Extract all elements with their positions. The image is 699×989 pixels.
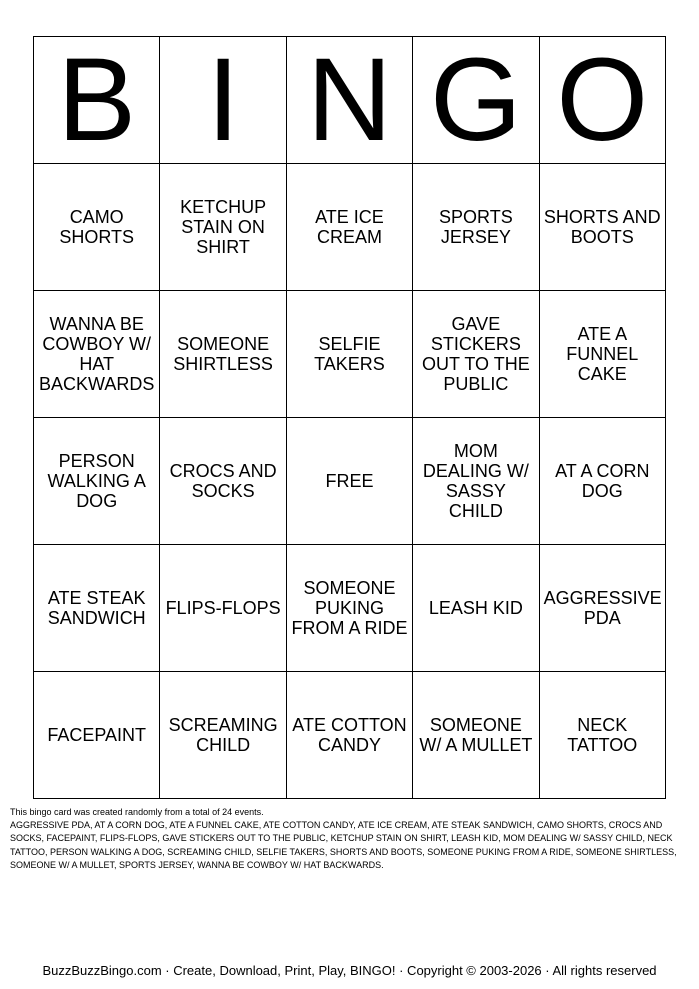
bingo-cell: ATE STEAK SANDWICH	[34, 545, 160, 672]
card-info-intro: This bingo card was created randomly from a total of 24 events.	[10, 807, 264, 817]
bingo-cell: FACEPAINT	[34, 672, 160, 799]
page-footer: BuzzBuzzBingo.com · Create, Download, Print, Play, BINGO! · Copyright © 2003-2026 · All rights reserved	[42, 963, 657, 978]
bingo-cell: NECK TATTOO	[539, 672, 665, 799]
card-info	[10, 806, 690, 872]
bingo-cell: KETCHUP STAIN ON SHIRT	[160, 164, 286, 291]
header-letter-i: I	[160, 37, 286, 164]
bingo-row-1	[34, 164, 666, 291]
bingo-cell: SCREAMING CHILD	[160, 672, 286, 799]
header-letter-n: N	[286, 37, 412, 164]
bingo-cell: SPORTS JERSEY	[413, 164, 539, 291]
bingo-header-row	[34, 37, 666, 164]
bingo-cell: ATE ICE CREAM	[286, 164, 412, 291]
bingo-cell: SHORTS AND BOOTS	[539, 164, 665, 291]
bingo-row-5	[34, 672, 666, 799]
bingo-cell: SELFIE TAKERS	[286, 291, 412, 418]
bingo-cell: FLIPS-FLOPS	[160, 545, 286, 672]
card-info-events: AGGRESSIVE PDA, AT A CORN DOG, ATE A FUNNEL CAKE, ATE COTTON CANDY, ATE ICE CREAM, ATE STEAK SANDWICH, CAMO SHORTS, CROCS AND SOCKS, FACEPAINT, FLIPS-FLOPS, GAVE STICKERS OUT TO THE PUBLIC, KETCHUP STAIN ON SHIRT, LEASH KID, MOM DEALING W/ SASSY CHILD, NECK TATTOO, PERSON WALKING A DOG, SCREAMING CHILD, SELFIE TAKERS, SHORTS AND BOOTS, SOMEONE PUKING FROM A RIDE, SOMEONE SHIRTLESS, SOMEONE W/ A MULLET, SPORTS JERSEY, WANNA BE COWBOY W/ HAT BACKWARDS.	[10, 820, 677, 870]
bingo-cell: SOMEONE W/ A MULLET	[413, 672, 539, 799]
bingo-cell: MOM DEALING W/ SASSY CHILD	[413, 418, 539, 545]
header-letter-g: G	[413, 37, 539, 164]
bingo-row-4	[34, 545, 666, 672]
bingo-cell: WANNA BE COWBOY W/ HAT BACKWARDS	[34, 291, 160, 418]
bingo-cell: CROCS AND SOCKS	[160, 418, 286, 545]
bingo-card	[33, 36, 666, 799]
bingo-cell: SOMEONE SHIRTLESS	[160, 291, 286, 418]
bingo-cell: PERSON WALKING A DOG	[34, 418, 160, 545]
free-space-cell: FREE	[286, 418, 412, 545]
bingo-cell: LEASH KID	[413, 545, 539, 672]
header-letter-o: O	[539, 37, 665, 164]
bingo-cell: AT A CORN DOG	[539, 418, 665, 545]
bingo-cell: ATE COTTON CANDY	[286, 672, 412, 799]
header-letter-b: B	[34, 37, 160, 164]
bingo-row-3	[34, 418, 666, 545]
bingo-row-2	[34, 291, 666, 418]
bingo-cell: GAVE STICKERS OUT TO THE PUBLIC	[413, 291, 539, 418]
bingo-cell: ATE A FUNNEL CAKE	[539, 291, 665, 418]
bingo-cell: AGGRESSIVE PDA	[539, 545, 665, 672]
bingo-cell: CAMO SHORTS	[34, 164, 160, 291]
bingo-cell: SOMEONE PUKING FROM A RIDE	[286, 545, 412, 672]
